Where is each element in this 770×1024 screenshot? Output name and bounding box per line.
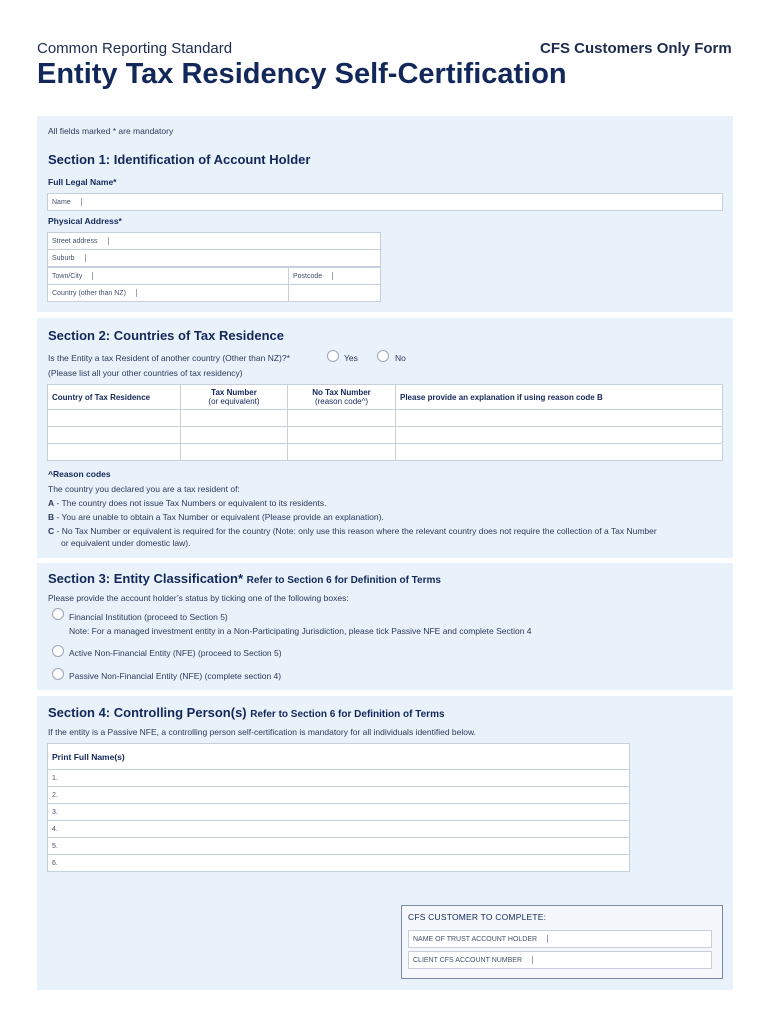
street-placeholder: Street address [52,237,98,245]
client-number-placeholder: CLIENT CFS ACCOUNT NUMBER [413,956,523,964]
no-tax-sub: (reason code^) [314,397,369,406]
section-1-title: Section 1: Identification of Account Holder [48,152,311,167]
section-3-title: Section 3: Entity Classification* Refer to Section 6 for Definition of Terms [48,571,441,586]
name-row[interactable]: 1. [48,770,630,787]
reason-c: C - No Tax Number or equivalent is required for the country (Note: only use this reason where the relevant country does not require the collection of a Tax Number [48,526,657,536]
town-city-input[interactable] [47,267,289,285]
physical-address-label: Physical Address* [48,216,122,226]
suburb-placeholder: Suburb [52,254,75,262]
trust-account-placeholder: NAME OF TRUST ACCOUNT HOLDER [413,935,538,943]
col-country-header: Country of Tax Residence [48,385,181,410]
reason-b: B - You are unable to obtain a Tax Number or equivalent (Please provide an explanation). [48,512,384,522]
passive-nfe-radio[interactable] [52,668,64,680]
explanation-cell[interactable] [396,444,723,461]
country-extra-cell [288,284,381,302]
col-no-tax-header [288,385,396,410]
tax-resident-question: Is the Entity a tax Resident of another country (Other than NZ)?* [48,353,290,363]
tax-number-cell[interactable] [181,410,288,427]
tax-number-title: Tax Number [211,388,257,397]
explanation-cell[interactable] [396,410,723,427]
postcode-placeholder: Postcode [293,272,323,280]
reason-code-cell[interactable] [288,427,396,444]
section-2-title: Section 2: Countries of Tax Residence [48,328,284,343]
table-row [48,410,723,427]
cfs-box-title: CFS CUSTOMER TO COMPLETE: [408,912,547,922]
yes-radio[interactable] [327,350,339,362]
client-account-number-input[interactable] [408,951,712,969]
list-countries-note: (Please list all your other countries of tax residency) [48,368,243,378]
yes-label: Yes [344,353,358,363]
tax-residence-table [47,384,723,461]
reason-code-cell[interactable] [288,444,396,461]
cfs-customer-box [401,905,723,979]
section-4-title: Section 4: Controlling Person(s) Refer to Section 6 for Definition of Terms [48,705,445,720]
name-row[interactable]: 5. [48,838,630,855]
text-cursor [81,198,82,206]
no-tax-title: No Tax Number [312,388,371,397]
fi-note: Note: For a managed investment entity in a Non-Participating Jurisdiction, please tick Passive NFE and complete Section 4 [69,626,532,636]
reason-code-cell[interactable] [288,410,396,427]
name-row[interactable]: 6. [48,855,630,872]
passive-nfe-label: Passive Non-Financial Entity (NFE) (complete section 4) [69,671,282,681]
trust-account-holder-input[interactable] [408,930,712,948]
financial-institution-radio[interactable] [52,608,64,620]
table-row [48,444,723,461]
text-cursor [108,237,109,245]
street-address-input[interactable] [47,232,381,250]
form-subtitle: Common Reporting Standard [37,40,233,57]
explanation-cell[interactable] [396,427,723,444]
print-full-name-header: Print Full Name(s) [48,744,630,770]
section-3-ref: Refer to Section 6 for Definition of Terms [246,575,441,586]
table-header-row [48,385,723,410]
table-row [48,427,723,444]
country-cell[interactable] [48,444,181,461]
section-3-panel [37,563,733,690]
reason-c-continued: or equivalent under domestic law). [61,538,191,548]
reason-intro: The country you declared you are a tax resident of: [48,484,240,494]
controlling-persons-table [47,743,630,872]
text-cursor [92,272,93,280]
text-cursor [85,254,86,262]
text-cursor [332,272,333,280]
mandatory-note: All fields marked * are mandatory [48,126,174,136]
name-row[interactable]: 3. [48,804,630,821]
text-cursor [532,956,533,964]
country-placeholder: Country (other than NZ) [52,289,126,297]
name-placeholder: Name [52,198,71,206]
section-2-panel [37,318,733,558]
reason-a: A - The country does not issue Tax Numbers or equivalent to its residents. [48,498,327,508]
no-label: No [395,353,406,363]
col-explanation-header: Please provide an explanation if using reason code B [396,385,723,410]
town-placeholder: Town/City [52,272,83,280]
tax-number-cell[interactable] [181,444,288,461]
financial-institution-label: Financial Institution (proceed to Section 5) [69,612,228,622]
name-row[interactable]: 4. [48,821,630,838]
text-cursor [547,935,548,943]
section-4-instruction: If the entity is a Passive NFE, a controlling person self-certification is mandatory for all individuals identified below. [48,727,477,737]
country-input[interactable] [47,284,289,302]
active-nfe-label: Active Non-Financial Entity (NFE) (proceed to Section 5) [69,648,282,658]
name-row[interactable]: 2. [48,787,630,804]
reason-codes-title: ^Reason codes [48,469,111,479]
col-tax-number-header [181,385,288,410]
page-title: Entity Tax Residency Self-Certification [37,58,567,90]
suburb-input[interactable] [47,249,381,267]
section-4-ref: Refer to Section 6 for Definition of Terms [250,709,445,720]
tax-number-cell[interactable] [181,427,288,444]
text-cursor [136,289,137,297]
full-legal-name-label: Full Legal Name* [48,177,117,187]
full-legal-name-input[interactable] [47,193,723,211]
postcode-input[interactable] [288,267,381,285]
no-radio[interactable] [377,350,389,362]
section-1-panel [37,116,733,312]
active-nfe-radio[interactable] [52,645,64,657]
country-cell[interactable] [48,410,181,427]
tax-number-sub: (or equivalent) [208,397,260,406]
country-cell[interactable] [48,427,181,444]
cfs-only-label: CFS Customers Only Form [540,40,732,57]
section-3-instruction: Please provide the account holder’s status by ticking one of the following boxes: [48,593,349,603]
